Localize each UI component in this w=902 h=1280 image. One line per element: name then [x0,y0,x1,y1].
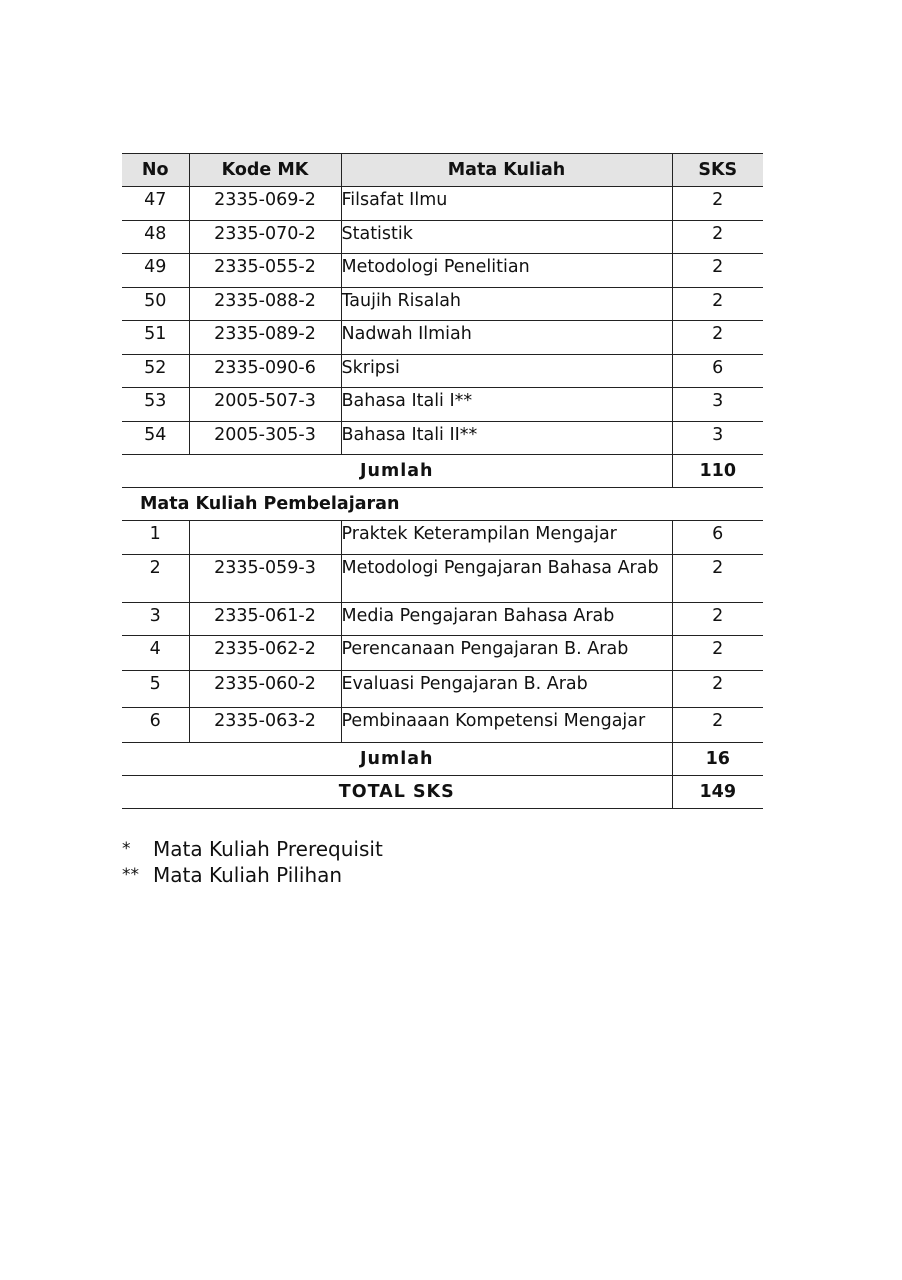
cell-mata-kuliah: Bahasa Itali II** [341,421,672,455]
header-mata-kuliah: Mata Kuliah [341,154,672,187]
cell-mata-kuliah: Statistik [341,220,672,254]
table-row [122,354,763,388]
section-heading-row [122,488,763,521]
total-row [122,776,763,809]
footnote-text: Mata Kuliah Prerequisit [153,837,383,861]
header-no: No [122,154,189,187]
table-row [122,187,763,221]
cell-kode: 2335-060-2 [189,671,341,708]
table-header-row [122,154,763,187]
cell-kode: 2335-063-2 [189,708,341,743]
total-value: 149 [672,776,763,809]
cell-no: 5 [122,671,189,708]
cell-mata-kuliah: Skripsi [341,354,672,388]
cell-mata-kuliah: Filsafat Ilmu [341,187,672,221]
cell-mata-kuliah: Taujih Risalah [341,287,672,321]
cell-no: 47 [122,187,189,221]
header-kode: Kode MK [189,154,341,187]
cell-mata-kuliah: Nadwah Ilmiah [341,321,672,355]
table-row [122,708,763,743]
footnotes [122,836,383,888]
cell-kode: 2335-089-2 [189,321,341,355]
cell-kode: 2335-088-2 [189,287,341,321]
cell-sks: 2 [672,287,763,321]
cell-sks: 2 [672,220,763,254]
cell-no: 49 [122,254,189,288]
subtotal-value: 110 [672,455,763,488]
cell-kode: 2005-305-3 [189,421,341,455]
cell-no: 3 [122,602,189,636]
cell-no: 50 [122,287,189,321]
cell-kode: 2335-069-2 [189,187,341,221]
cell-mata-kuliah: Pembinaaan Kompetensi Mengajar [341,708,672,743]
cell-no: 52 [122,354,189,388]
cell-no: 4 [122,636,189,671]
cell-sks: 2 [672,636,763,671]
cell-no: 54 [122,421,189,455]
cell-kode: 2335-059-3 [189,554,341,602]
cell-sks: 6 [672,521,763,555]
cell-sks: 3 [672,421,763,455]
subtotal-row [122,455,763,488]
cell-sks: 2 [672,671,763,708]
cell-mata-kuliah: Metodologi Pengajaran Bahasa Arab [341,554,672,602]
subtotal-value: 16 [672,743,763,776]
cell-kode: 2335-062-2 [189,636,341,671]
cell-mata-kuliah: Praktek Keterampilan Mengajar [341,521,672,555]
footnote-mark: * [122,839,131,859]
table-row [122,220,763,254]
cell-sks: 6 [672,354,763,388]
table-row [122,602,763,636]
table-row [122,671,763,708]
cell-kode: 2335-090-6 [189,354,341,388]
cell-no: 2 [122,554,189,602]
cell-no: 48 [122,220,189,254]
footnote-mark: ** [122,865,139,885]
table-row [122,254,763,288]
cell-sks: 2 [672,602,763,636]
section-title: Mata Kuliah Pembelajaran [122,488,763,521]
cell-mata-kuliah: Bahasa Itali I** [341,388,672,422]
cell-sks: 2 [672,321,763,355]
table-row [122,321,763,355]
table-row [122,521,763,555]
footnote-text: Mata Kuliah Pilihan [153,863,343,887]
cell-no: 53 [122,388,189,422]
cell-sks: 2 [672,554,763,602]
cell-mata-kuliah: Perencanaan Pengajaran B. Arab [341,636,672,671]
cell-no: 1 [122,521,189,555]
cell-no: 51 [122,321,189,355]
cell-kode [189,521,341,555]
table-row [122,287,763,321]
cell-sks: 3 [672,388,763,422]
subtotal-label: Jumlah [122,743,672,776]
cell-sks: 2 [672,254,763,288]
table-row [122,636,763,671]
table-row [122,421,763,455]
cell-kode: 2335-070-2 [189,220,341,254]
cell-sks: 2 [672,187,763,221]
cell-kode: 2005-507-3 [189,388,341,422]
curriculum-table [122,153,763,809]
cell-kode: 2335-055-2 [189,254,341,288]
subtotal-label: Jumlah [122,455,672,488]
table-row [122,554,763,602]
total-label: TOTAL SKS [122,776,672,809]
cell-mata-kuliah: Evaluasi Pengajaran B. Arab [341,671,672,708]
footnote-item [122,836,383,862]
cell-mata-kuliah: Metodologi Penelitian [341,254,672,288]
cell-no: 6 [122,708,189,743]
cell-mata-kuliah: Media Pengajaran Bahasa Arab [341,602,672,636]
header-sks: SKS [672,154,763,187]
subtotal-row [122,743,763,776]
cell-sks: 2 [672,708,763,743]
table-row [122,388,763,422]
footnote-item [122,862,383,888]
cell-kode: 2335-061-2 [189,602,341,636]
